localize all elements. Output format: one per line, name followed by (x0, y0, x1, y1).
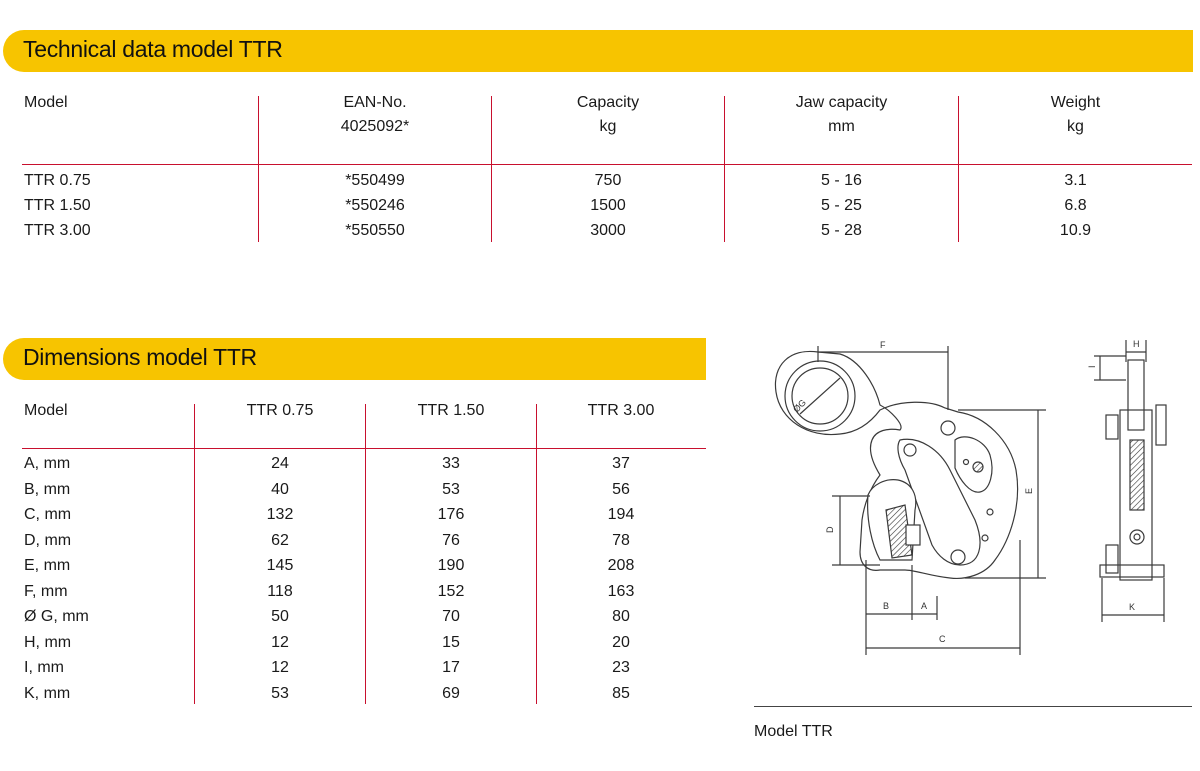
tech-cell-jaw: 5 - 28 (821, 222, 862, 239)
dim-header-model: Model (24, 402, 68, 419)
dim-cell-ttr075: 50 (271, 608, 289, 625)
tech-col-divider-1 (258, 96, 259, 242)
dim-header-ttr075: TTR 0.75 (246, 402, 314, 419)
tech-header-weight-line2: kg (1067, 118, 1084, 135)
dim-cell-ttr300: 85 (612, 685, 630, 702)
dim-cell-ttr300: 20 (612, 634, 630, 651)
dim-cell-ttr075: 40 (271, 481, 289, 498)
tech-header-ean-line1: EAN-No. (343, 94, 407, 111)
drawing-label-i: I (1087, 365, 1097, 368)
dim-cell-ttr300: 56 (612, 481, 630, 498)
tech-header-jaw-line1: Jaw capacity (795, 94, 888, 111)
tech-header-jaw-line2: mm (828, 118, 855, 135)
tech-col-divider-2 (491, 96, 492, 242)
dim-cell-ttr150: 17 (442, 659, 460, 676)
tech-header-weight (959, 94, 1192, 136)
dim-cell-ttr075: 62 (271, 532, 289, 549)
tech-cell-ean: *550499 (345, 172, 405, 189)
drawing-label-a: A (921, 601, 928, 611)
tech-cell-jaw: 5 - 16 (821, 172, 862, 189)
pivot-small-1 (987, 509, 993, 515)
technical-data-banner (3, 30, 1193, 72)
tech-cell-weight: 10.9 (1059, 222, 1092, 239)
dim-cell-ttr075: 53 (271, 685, 289, 702)
tech-header-ean (259, 94, 491, 136)
drawing-label-g: ØG (791, 397, 809, 415)
tech-cell-weight: 3.1 (1064, 172, 1087, 189)
dim-cell-ttr075: 132 (266, 506, 294, 523)
dim-cell-ttr300: 78 (612, 532, 630, 549)
dim-cell-ttr300: 80 (612, 608, 630, 625)
dim-cell-ttr150: 53 (442, 481, 460, 498)
dim-cell-ttr075: 12 (271, 659, 289, 676)
dim-cell-label: K, mm (24, 685, 71, 702)
tech-cell-model: TTR 3.00 (24, 222, 91, 239)
dim-cell-ttr300: 23 (612, 659, 630, 676)
pivot-top (941, 421, 955, 435)
jaw-pad (906, 525, 920, 545)
dim-cell-label: Ø G, mm (24, 608, 89, 625)
pivot-small-2 (982, 535, 988, 541)
tech-header-model: Model (24, 94, 68, 111)
dim-header-ttr150: TTR 1.50 (417, 402, 485, 419)
drawing-label-b: B (883, 601, 890, 611)
tech-header-capacity (492, 94, 724, 136)
dim-cell-ttr150: 76 (442, 532, 460, 549)
pivot-low (951, 550, 965, 564)
side-pin-center (1134, 534, 1140, 540)
dim-cell-ttr075: 12 (271, 634, 289, 651)
dim-cell-ttr075: 145 (266, 557, 294, 574)
tech-cell-capacity: 1500 (590, 197, 626, 214)
dim-cell-ttr300: 163 (607, 583, 635, 600)
dim-line-g (800, 378, 840, 414)
tech-header-weight-line1: Weight (1050, 94, 1101, 111)
side-pin-circle (1130, 530, 1144, 544)
tech-col-divider-4 (958, 96, 959, 242)
tech-cell-ean: *550246 (345, 197, 405, 214)
side-bolt-top-left (1106, 415, 1118, 439)
dim-cell-label: F, mm (24, 583, 68, 600)
drawing-label-d: D (825, 526, 835, 533)
dim-cell-ttr300: 37 (612, 455, 630, 472)
dim-cell-label: H, mm (24, 634, 72, 651)
tech-cell-capacity: 750 (594, 172, 622, 189)
drawing-caption: Model TTR (754, 723, 833, 740)
tech-cell-model: TTR 0.75 (24, 172, 91, 189)
drawing-label-k: K (1129, 602, 1136, 612)
dim-cell-ttr150: 33 (442, 455, 460, 472)
dim-cell-label: A, mm (24, 455, 71, 472)
dim-cell-label: C, mm (24, 506, 72, 523)
tech-header-capacity-line1: Capacity (576, 94, 640, 111)
tech-header-divider (22, 164, 1192, 165)
dim-cell-ttr150: 152 (437, 583, 465, 600)
drawing-label-f: F (880, 340, 886, 350)
dim-cell-label: D, mm (24, 532, 72, 549)
drawing-label-c: C (939, 634, 946, 644)
dim-header-divider (22, 448, 706, 449)
dim-cell-ttr075: 24 (271, 455, 289, 472)
dimensions-banner (3, 338, 706, 380)
side-bolt-bottom-left (1106, 545, 1118, 573)
tech-header-capacity-line2: kg (599, 118, 617, 135)
tech-header-ean-line2: 4025092* (340, 118, 410, 135)
dim-cell-ttr300: 194 (607, 506, 635, 523)
dim-cell-ttr150: 176 (437, 506, 465, 523)
dim-cell-ttr300: 208 (607, 557, 635, 574)
tech-col-divider-3 (724, 96, 725, 242)
dim-cell-ttr150: 69 (442, 685, 460, 702)
drawing-label-h: H (1133, 339, 1140, 349)
dim-cell-label: B, mm (24, 481, 71, 498)
side-top-plate (1128, 360, 1144, 430)
side-handle (1156, 405, 1166, 445)
tech-cell-capacity: 3000 (590, 222, 626, 239)
ttr-clamp-drawing (740, 330, 1190, 690)
drawing-label-e: E (1024, 487, 1034, 494)
side-inner (1130, 440, 1144, 510)
dim-cell-ttr150: 190 (437, 557, 465, 574)
tech-cell-jaw: 5 - 25 (821, 197, 862, 214)
tech-header-jaw-capacity (725, 94, 958, 136)
dim-cell-ttr075: 118 (267, 583, 293, 600)
pivot-mid (904, 444, 916, 456)
tech-cell-ean: *550550 (345, 222, 405, 239)
dim-header-ttr300: TTR 3.00 (587, 402, 655, 419)
dimensions-title: Dimensions model TTR (23, 344, 257, 370)
tech-cell-model: TTR 1.50 (24, 197, 91, 214)
drawing-caption-rule (754, 706, 1192, 707)
dim-cell-label: E, mm (24, 557, 71, 574)
tech-cell-weight: 6.8 (1064, 197, 1087, 214)
dim-cell-ttr150: 70 (442, 608, 460, 625)
dim-cell-label: I, mm (24, 659, 64, 676)
cam-pin (973, 462, 983, 472)
side-foot (1100, 565, 1164, 577)
dim-cell-ttr150: 15 (442, 634, 460, 651)
technical-data-title: Technical data model TTR (23, 36, 283, 62)
cam-pin-small (964, 460, 969, 465)
